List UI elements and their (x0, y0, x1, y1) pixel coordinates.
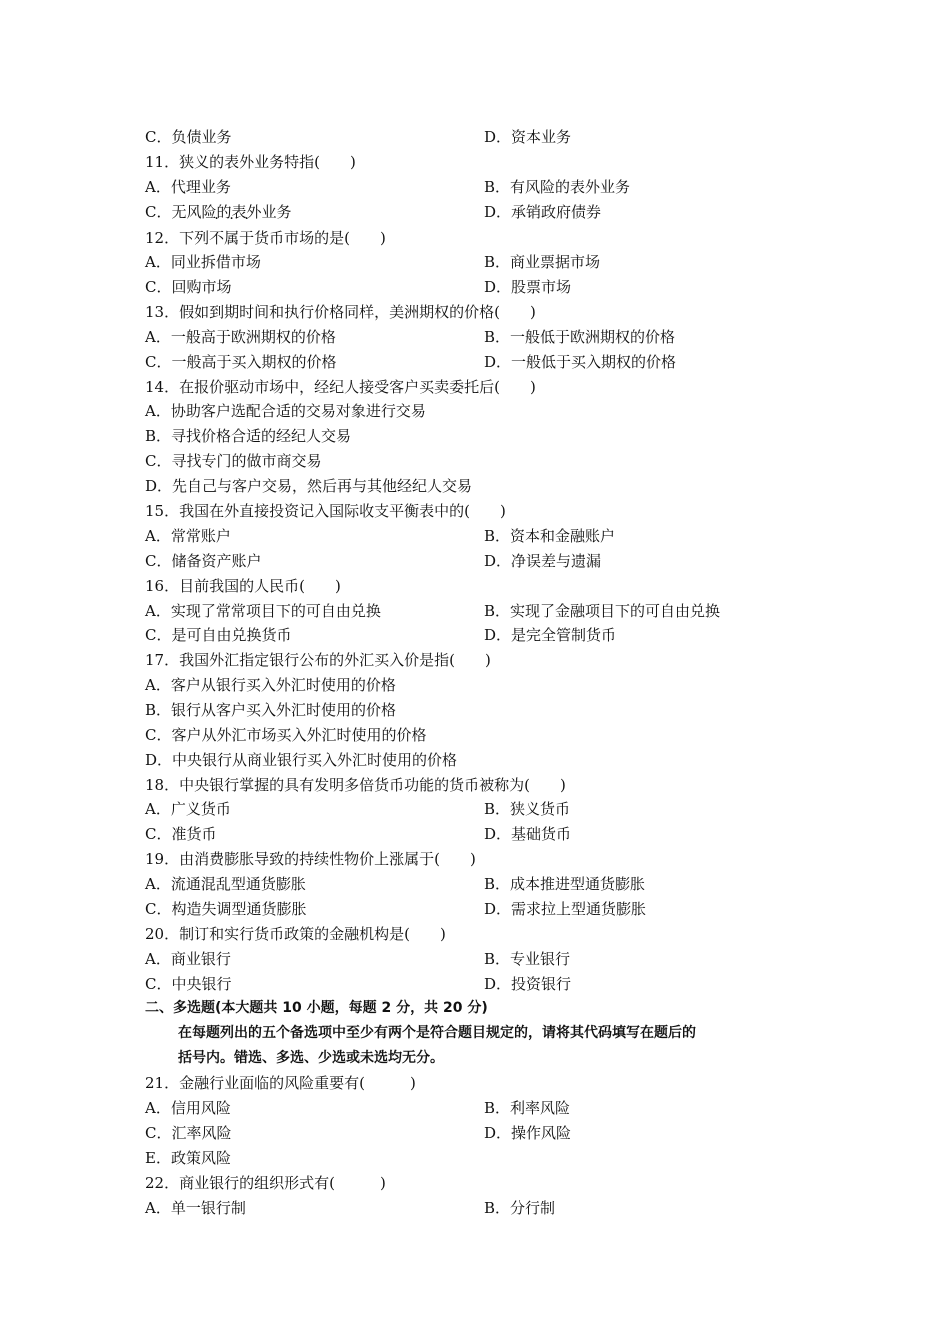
section-2-instruction-line-2: 括号内。错选、多选、少选或未选均无分。 (178, 1050, 444, 1066)
option-q12-b: B．商业票据市场 (484, 253, 601, 271)
option-q14-c: C．寻找专门的做市商交易 (145, 452, 322, 470)
option-q16-c: C．是可自由兑换货币 (145, 626, 292, 644)
option-q21-a: A．信用风险 (145, 1099, 231, 1117)
option-row-q19-cd (145, 898, 647, 920)
question-16-stem: 16．目前我国的人民币( ) (145, 577, 341, 595)
option-row-q22-ab (145, 1197, 556, 1219)
option-q15-c: C．储备资产账户 (145, 552, 262, 570)
question-21-stem: 21．金融行业面临的风险重要有( ) (145, 1074, 416, 1092)
section-2-heading: 二、多选题(本大题共 10 小题，每题 2 分，共 20 分) (145, 1000, 488, 1016)
option-row-q12-ab (145, 251, 601, 273)
option-row-q21-ab (145, 1097, 571, 1119)
option-q18-d: D．基础货币 (484, 825, 572, 843)
option-q14-d: D．先自己与客户交易，然后再与其他经纪人交易 (145, 477, 473, 495)
option-q12-d: D．股票市场 (484, 278, 572, 296)
option-q20-c: C．中央银行 (145, 975, 232, 993)
option-q14-a: A．协助客户选配合适的交易对象进行交易 (145, 402, 426, 420)
option-row-q12-cd (145, 276, 572, 298)
option-q21-d: D．操作风险 (484, 1124, 572, 1142)
question-17-stem: 17．我国外汇指定银行公布的外汇买入价是指( ) (145, 651, 491, 669)
option-q15-a: A．常常账户 (145, 527, 231, 545)
option-row-q15-ab (145, 525, 616, 547)
option-q10-c: C．负债业务 (145, 128, 232, 146)
option-q16-a: A．实现了常常项目下的可自由兑换 (145, 602, 381, 620)
option-row-q13-cd (145, 351, 677, 373)
option-row-q10-cd (145, 126, 572, 148)
option-q13-d: D．一般低于买入期权的价格 (484, 353, 677, 371)
question-12-stem (145, 227, 386, 249)
option-row-q13-ab (145, 326, 676, 348)
emphasis-char-shu: 属 (224, 229, 240, 247)
option-q12-a: A．同业拆借市场 (145, 253, 261, 271)
option-row-q20-ab (145, 948, 571, 970)
option-q13-b: B．一般低于欧洲期权的价格 (484, 328, 676, 346)
option-q13-c: C．一般高于买入期权的价格 (145, 353, 337, 371)
option-q17-c: C．客户从外汇市场买入外汇时使用的价格 (145, 726, 427, 744)
option-q18-a: A．广义货币 (145, 800, 231, 818)
option-q15-d: D．净误差与遗漏 (484, 552, 602, 570)
option-q12-c: C．回购市场 (145, 278, 232, 296)
question-15-stem: 15．我国在外直接投资记入国际收支平衡表中的( ) (145, 502, 506, 520)
option-q18-c: C．准货币 (145, 825, 217, 843)
option-row-q16-ab (145, 600, 721, 622)
option-q17-a: A．客户从银行买入外汇时使用的价格 (145, 676, 396, 694)
section-2-instruction-line-1: 在每题列出的五个备选项中至少有两个是符合题目规定的，请将其代码填写在题后的 (178, 1025, 696, 1041)
option-row-q21-cd (145, 1122, 572, 1144)
option-q16-d: D．是完全管制货币 (484, 626, 617, 644)
option-q22-b: B．分行制 (484, 1199, 556, 1217)
option-q21-e: E．政策风险 (145, 1149, 231, 1167)
option-q20-b: B．专业银行 (484, 950, 571, 968)
option-q20-d: D．投资银行 (484, 975, 572, 993)
option-q19-b: B．成本推进型通货膨胀 (484, 875, 646, 893)
option-q20-a: A．商业银行 (145, 950, 231, 968)
option-row-q20-cd (145, 973, 572, 995)
option-q21-c: C．汇率风险 (145, 1124, 232, 1142)
question-14-stem: 14．在报价驱动市场中，经纪人接受客户买卖委托后( ) (145, 378, 536, 396)
question-12-stem-suffix: 货币市场的是( ) (254, 229, 386, 247)
option-q13-a: A．一般高于欧洲期权的价格 (145, 328, 336, 346)
option-row-q19-ab (145, 873, 646, 895)
question-22-stem: 22．商业银行的组织形式有( ) (145, 1174, 386, 1192)
option-row-q18-ab (145, 798, 571, 820)
option-row-q18-cd (145, 823, 572, 845)
option-q21-b: B．利率风险 (484, 1099, 571, 1117)
question-20-stem: 20．制订和实行货币政策的金融机构是( ) (145, 925, 446, 943)
option-row-q16-cd (145, 624, 617, 646)
option-q17-b: B．银行从客户买入外汇时使用的价格 (145, 701, 397, 719)
emphasis-char-bu: 不 (209, 229, 225, 247)
question-13-stem: 13．假如到期时间和执行价格同样，美洲期权的价格( ) (145, 303, 536, 321)
option-q11-b: B．有风险的表外业务 (484, 178, 631, 196)
option-q10-d: D．资本业务 (484, 128, 572, 146)
option-q19-c: C．构造失调型通货膨胀 (145, 900, 307, 918)
option-q16-b: B．实现了金融项目下的可自由兑换 (484, 602, 721, 620)
option-q17-d: D．中央银行从商业银行买入外汇时使用的价格 (145, 751, 458, 769)
option-q15-b: B．资本和金融账户 (484, 527, 616, 545)
option-q19-d: D．需求拉上型通货膨胀 (484, 900, 647, 918)
option-q11-d: D．承销政府债券 (484, 203, 602, 221)
option-q14-b: B．寻找价格合适的经纪人交易 (145, 427, 352, 445)
question-18-stem: 18．中央银行掌握的具有发明多倍货币功能的货币被称为( ) (145, 776, 566, 794)
option-row-q15-cd (145, 550, 602, 572)
option-q11-a: A．代理业务 (145, 178, 231, 196)
question-11-stem: 11．狭义的表外业务特指( ) (145, 153, 356, 171)
question-12-stem-prefix: 12．下列 (145, 229, 210, 247)
emphasis-char-yu: 于 (239, 229, 255, 247)
option-q19-a: A．流通混乱型通货膨胀 (145, 875, 306, 893)
option-q22-a: A．单一银行制 (145, 1199, 246, 1217)
option-q18-b: B．狭义货币 (484, 800, 571, 818)
question-19-stem: 19．由消费膨胀导致的持续性物价上涨属于( ) (145, 850, 476, 868)
option-q11-c: C．无风险的表外业务 (145, 203, 292, 221)
option-row-q11-ab (145, 176, 631, 198)
